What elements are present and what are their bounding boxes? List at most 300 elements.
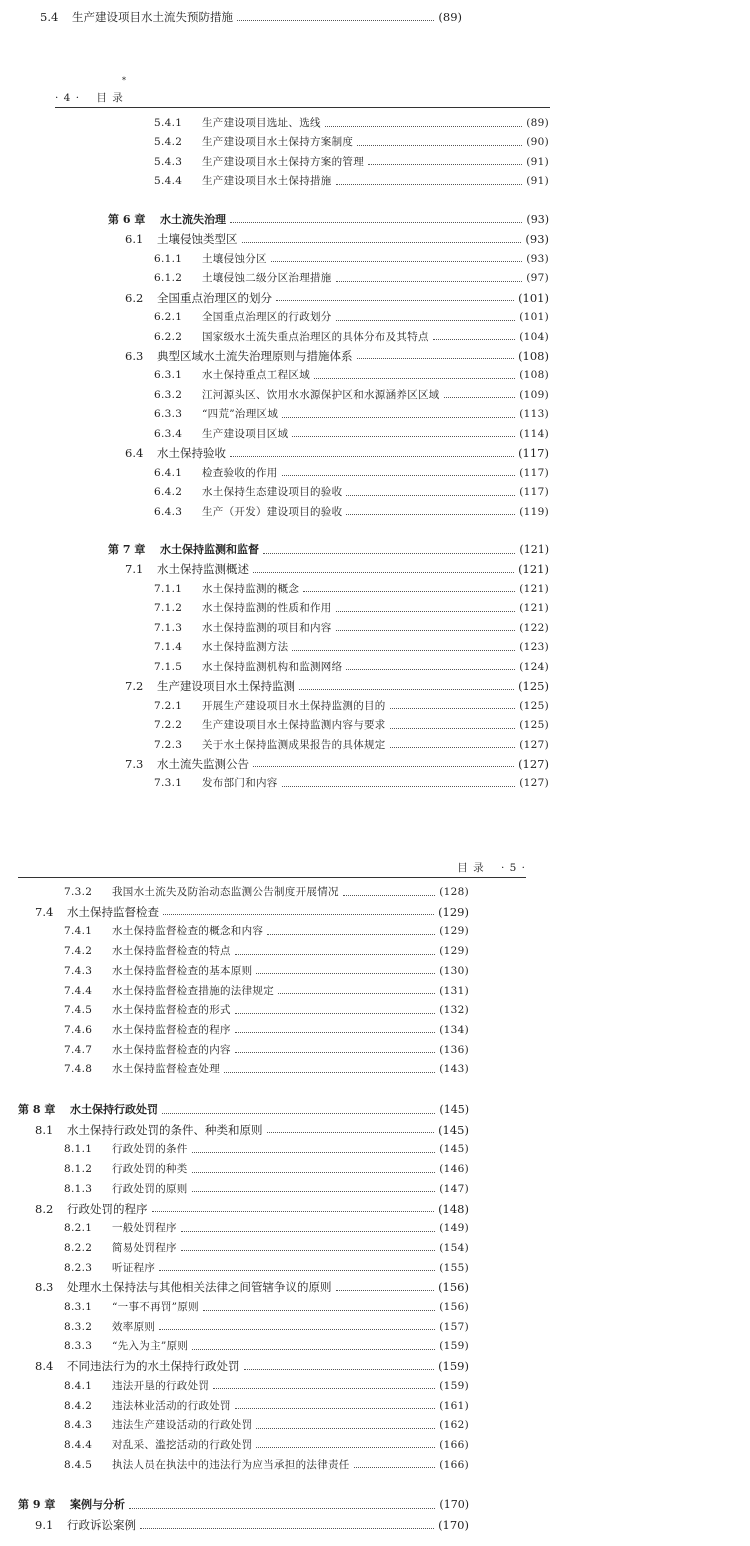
toc-entry — [64, 1261, 469, 1275]
entry-page: (159) — [439, 1340, 469, 1353]
entry-page: (147) — [439, 1182, 469, 1195]
entry-number: 7.1.5 — [154, 660, 183, 673]
dot-leader — [256, 1428, 435, 1429]
toc-entry — [18, 1498, 469, 1512]
entry-page: (93) — [526, 252, 549, 265]
entry-page: (145) — [438, 1122, 469, 1137]
dot-leader — [390, 728, 516, 729]
entry-page: (119) — [519, 505, 549, 518]
dot-leader — [346, 514, 515, 515]
entry-number: 8.2.1 — [64, 1222, 93, 1235]
entry-page: (154) — [439, 1241, 469, 1254]
entry-title: 水土保持重点工程区域 — [202, 369, 310, 382]
entry-title: 效率原则 — [112, 1320, 156, 1333]
toc-entry — [18, 1103, 469, 1117]
entry-page: (143) — [439, 1063, 469, 1076]
dot-leader — [230, 456, 514, 457]
entry-title: 水土保持监督检查处理 — [112, 1063, 220, 1076]
toc-entry — [154, 621, 549, 635]
dot-leader — [237, 20, 434, 21]
toc-entry — [154, 427, 549, 441]
entry-page: (170) — [438, 1518, 469, 1532]
entry-number: 5.4 — [40, 10, 59, 24]
entry-page: (122) — [519, 621, 549, 634]
entry-number: 6.2.2 — [154, 330, 183, 343]
dot-leader — [354, 1467, 436, 1468]
entry-page: (104) — [519, 330, 549, 343]
entry-number: 第 8 章 — [18, 1103, 56, 1116]
toc-entry — [64, 1241, 469, 1255]
entry-title: 行政处罚的种类 — [112, 1163, 188, 1176]
entry-title: 行政处罚的程序 — [67, 1201, 148, 1216]
entry-title: 听证程序 — [112, 1261, 156, 1274]
toc-entry — [125, 232, 549, 246]
entry-title: 发布部门和内容 — [202, 777, 278, 790]
entry-page: (166) — [439, 1438, 469, 1451]
entry-title: 生产建设项目水土保持措施 — [202, 175, 332, 188]
entry-page: (156) — [439, 1301, 469, 1313]
entry-page: (125) — [519, 699, 549, 712]
dot-leader — [181, 1231, 435, 1232]
dot-leader — [314, 378, 515, 379]
entry-title: 违法开垦的行政处罚 — [112, 1379, 210, 1392]
entry-number: 8.2.3 — [64, 1261, 93, 1274]
dot-leader — [192, 1152, 436, 1153]
entry-page: (131) — [439, 984, 469, 997]
entry-title: 行政诉讼案例 — [67, 1518, 136, 1532]
toc-entry — [154, 155, 549, 169]
entry-number: 7.1.4 — [154, 641, 183, 654]
entry-page: (121) — [519, 543, 549, 556]
entry-page: (89) — [438, 10, 462, 24]
page-5-header — [18, 860, 526, 878]
entry-title: 水土保持监督检查措施的法律规定 — [112, 984, 274, 997]
asterisk-mark: * — [122, 76, 126, 85]
entry-number: 8.3 — [35, 1280, 54, 1295]
entry-page: (127) — [518, 756, 549, 771]
dot-leader — [192, 1349, 435, 1350]
entry-page: (170) — [439, 1498, 469, 1512]
entry-title: 生产建设项目选址、选线 — [202, 117, 321, 129]
toc-entry — [154, 505, 549, 519]
entry-page: (125) — [519, 719, 549, 732]
entry-page: (159) — [438, 1359, 469, 1374]
entry-number: 7.4.1 — [64, 925, 93, 938]
entry-title: “四荒”治理区域 — [202, 408, 279, 421]
entry-page: (114) — [519, 427, 549, 440]
dot-leader — [235, 1032, 435, 1033]
entry-title: 水土保持监测概述 — [157, 562, 249, 577]
entry-title: 违法林业活动的行政处罚 — [112, 1399, 231, 1412]
entry-number: 5.4.1 — [154, 117, 183, 129]
entry-number: 6.2 — [125, 290, 144, 305]
entry-number: 7.4.2 — [64, 945, 93, 958]
entry-number: 7.4.5 — [64, 1004, 93, 1017]
toc-entry — [125, 446, 549, 460]
entry-number: 8.2.2 — [64, 1241, 93, 1254]
entry-number: 7.1.3 — [154, 621, 183, 634]
entry-title: 全国重点治理区的行政划分 — [202, 311, 332, 324]
toc-entry — [64, 984, 469, 998]
dot-leader — [444, 397, 516, 398]
entry-page: (145) — [439, 1103, 469, 1116]
entry-page: (123) — [519, 641, 549, 654]
toc-entry — [154, 640, 549, 654]
entry-number: 7.4.3 — [64, 964, 93, 977]
dot-leader — [336, 281, 523, 282]
dot-leader — [235, 1013, 435, 1014]
entry-page: (93) — [525, 232, 549, 247]
dot-leader — [256, 1447, 435, 1448]
entry-title: 检查验收的作用 — [202, 466, 278, 479]
entry-number: 5.4.2 — [154, 136, 183, 149]
toc-entry — [64, 1458, 469, 1472]
entry-number: 5.4.3 — [154, 155, 183, 168]
entry-page: (127) — [519, 738, 549, 751]
entry-title: 行政处罚的条件 — [112, 1143, 188, 1156]
entry-page: (124) — [519, 660, 549, 673]
toc-entry — [64, 1162, 469, 1176]
entry-title: 土壤侵蚀分区 — [202, 252, 267, 265]
entry-page: (129) — [438, 904, 469, 919]
dot-leader — [282, 475, 516, 476]
entry-page: (127) — [519, 777, 549, 790]
entry-page: (149) — [439, 1222, 469, 1235]
entry-page: (93) — [526, 212, 549, 226]
entry-number: 第 9 章 — [18, 1498, 56, 1512]
entry-title: 全国重点治理区的划分 — [157, 290, 272, 305]
dot-leader — [181, 1250, 435, 1251]
entry-number: 6.4.2 — [154, 486, 183, 499]
toc-entry — [64, 1300, 469, 1314]
entry-page: (91) — [526, 155, 549, 168]
entry-number: 5.4.4 — [154, 175, 183, 188]
entry-page: (156) — [438, 1280, 469, 1295]
entry-number: 8.1.2 — [64, 1163, 93, 1176]
toc-entry — [64, 1182, 469, 1196]
dot-leader — [129, 1508, 435, 1509]
entry-page: (91) — [526, 175, 549, 188]
entry-title: 水土保持验收 — [157, 446, 226, 461]
dot-leader — [152, 1211, 435, 1212]
entry-page: (157) — [439, 1320, 469, 1333]
entry-number: 7.4.6 — [64, 1023, 93, 1036]
entry-number: 6.3.1 — [154, 369, 183, 382]
dot-leader — [357, 145, 522, 146]
header-label: 目 录 — [96, 92, 124, 104]
toc-entry — [154, 660, 549, 674]
entry-page: (134) — [439, 1023, 469, 1036]
entry-page: (129) — [439, 925, 469, 938]
toc-entry — [154, 718, 549, 732]
entry-number: 6.3.2 — [154, 388, 183, 401]
entry-number: 6.3 — [125, 348, 144, 363]
toc-entry — [154, 388, 549, 402]
entry-title: 关于水土保持监测成果报告的具体规定 — [202, 738, 386, 751]
dot-leader — [163, 914, 434, 915]
entry-number: 7.3 — [125, 756, 144, 771]
entry-page: (101) — [519, 311, 549, 324]
entry-number: 6.4.1 — [154, 466, 183, 479]
toc-entry — [64, 1003, 469, 1017]
toc-entry — [108, 213, 549, 227]
entry-number: 7.4.7 — [64, 1043, 93, 1056]
toc-entry — [154, 271, 549, 285]
dot-leader — [235, 1052, 435, 1053]
entry-number: 6.1.2 — [154, 272, 183, 285]
entry-title: 一般处罚程序 — [112, 1222, 177, 1235]
dot-leader — [267, 934, 435, 935]
dot-leader — [235, 1408, 435, 1409]
entry-page: (148) — [438, 1201, 469, 1216]
entry-page: (108) — [518, 348, 549, 363]
dot-leader — [343, 895, 435, 896]
entry-number: 7.4.8 — [64, 1063, 93, 1076]
entry-page: (121) — [518, 562, 549, 577]
entry-title: 水土保持监测的概念 — [202, 582, 300, 595]
dot-leader — [213, 1388, 435, 1389]
toc-entry — [125, 349, 549, 363]
entry-number: 第 6 章 — [108, 212, 146, 226]
entry-title: 水土保持监督检查的内容 — [112, 1043, 231, 1056]
entry-title: 不同违法行为的水土保持行政处罚 — [67, 1359, 240, 1374]
entry-title: 生产建设项目水土保持监测 — [157, 679, 295, 694]
entry-number: 第 7 章 — [108, 543, 146, 556]
dot-leader — [433, 339, 515, 340]
dot-leader — [336, 611, 516, 612]
entry-number: 7.4.4 — [64, 984, 93, 997]
entry-number: 6.4 — [125, 446, 144, 461]
toc-entry — [125, 562, 549, 576]
entry-number: 6.2.1 — [154, 311, 183, 324]
entry-number: 8.4.2 — [64, 1399, 93, 1412]
toc-entry — [64, 1221, 469, 1235]
entry-page: (108) — [519, 369, 549, 382]
dot-leader — [325, 126, 522, 127]
toc-entry — [154, 135, 549, 149]
toc-entry — [64, 1142, 469, 1156]
entry-title: 水土保持监测的性质和作用 — [202, 602, 332, 615]
dot-leader — [346, 669, 515, 670]
entry-number: 8.4.5 — [64, 1458, 93, 1471]
dot-leader — [192, 1172, 436, 1173]
toc-entry — [64, 944, 469, 958]
toc-entry — [154, 252, 549, 266]
dot-leader — [159, 1329, 435, 1330]
toc-entry — [154, 776, 549, 790]
entry-page: (132) — [439, 1004, 469, 1017]
entry-number: 8.1 — [35, 1122, 54, 1137]
dot-leader — [235, 954, 435, 955]
dot-leader — [390, 747, 516, 748]
entry-title: 违法生产建设活动的行政处罚 — [112, 1419, 253, 1432]
entry-title: 水土保持监测和监督 — [160, 543, 259, 556]
dot-leader — [299, 689, 514, 690]
entry-number: 7.4 — [35, 904, 54, 919]
entry-page: (162) — [439, 1419, 469, 1432]
entry-page: (97) — [526, 272, 549, 285]
entry-title: 对乱采、滥挖活动的行政处罚 — [112, 1438, 253, 1451]
entry-number: 8.4.1 — [64, 1379, 93, 1392]
toc-entry — [154, 310, 549, 324]
entry-title: 水土保持行政处罚 — [70, 1103, 158, 1116]
toc-entry — [64, 924, 469, 938]
entry-title: 国家级水土流失重点治理区的具体分布及其特点 — [202, 330, 429, 343]
entry-number: 8.4 — [35, 1359, 54, 1374]
dot-leader — [336, 1290, 435, 1291]
entry-page: (130) — [439, 964, 469, 977]
entry-number: 7.2 — [125, 679, 144, 694]
toc-entry — [64, 1320, 469, 1334]
entry-title: 典型区域水土流失治理原则与措施体系 — [157, 348, 353, 363]
toc-entry — [64, 964, 469, 978]
dot-leader — [390, 708, 516, 709]
entry-number: 7.2.3 — [154, 738, 183, 751]
dot-leader — [203, 1310, 435, 1311]
entry-title: 土壤侵蚀二级分区治理措施 — [202, 272, 332, 285]
toc-entry — [64, 1438, 469, 1452]
dot-leader — [224, 1072, 435, 1073]
entry-page: (145) — [439, 1143, 469, 1156]
entry-page: (166) — [439, 1458, 469, 1471]
dot-leader — [267, 1132, 435, 1133]
dot-leader — [336, 630, 516, 631]
toc-entry — [154, 466, 549, 480]
page-number: · 4 · — [55, 92, 81, 104]
entry-page: (101) — [518, 290, 549, 305]
dot-leader — [271, 261, 522, 262]
entry-page: (129) — [439, 945, 469, 958]
entry-page: (109) — [519, 388, 549, 401]
dot-leader — [162, 1113, 435, 1114]
toc-entry — [154, 699, 549, 713]
entry-number: 8.2 — [35, 1201, 54, 1216]
toc-entry — [125, 291, 549, 305]
entry-page: (113) — [519, 408, 549, 421]
dot-leader — [256, 973, 435, 974]
entry-title: 我国水土流失及防治动态监测公告制度开展情况 — [112, 886, 339, 898]
toc-entry — [64, 1043, 469, 1057]
dot-leader — [292, 436, 515, 437]
page-4-header — [55, 90, 550, 108]
entry-page: (117) — [519, 466, 549, 479]
entry-number: 7.1.1 — [154, 582, 183, 595]
entry-title: 江河源头区、饮用水水源保护区和水源涵养区区域 — [202, 388, 440, 401]
entry-title: 生产建设项目水土流失预防措施 — [72, 10, 233, 24]
entry-number: 8.3.3 — [64, 1340, 93, 1353]
toc-entry — [64, 1023, 469, 1037]
entry-page: (89) — [526, 117, 549, 129]
entry-page: (90) — [526, 136, 549, 149]
toc-entry — [64, 1399, 469, 1413]
entry-page: (121) — [519, 602, 549, 615]
entry-title: 土壤侵蚀类型区 — [157, 232, 238, 247]
entry-title: “先入为主”原则 — [112, 1340, 189, 1353]
dot-leader — [336, 320, 516, 321]
toc-entry — [35, 1202, 469, 1216]
entry-number: 6.3.3 — [154, 408, 183, 421]
entry-title: 生产建设项目区域 — [202, 427, 289, 440]
entry-title: 水土保持监测方法 — [202, 641, 289, 654]
entry-title: 开展生产建设项目水土保持监测的目的 — [202, 699, 386, 712]
toc-entry — [154, 368, 549, 382]
dot-leader — [282, 786, 516, 787]
dot-leader — [242, 242, 522, 243]
entry-title: 生产建设项目水土保持监测内容与要求 — [202, 719, 386, 732]
dot-leader — [336, 184, 523, 185]
toc-entry — [35, 1518, 469, 1532]
entry-title: 案例与分析 — [70, 1498, 125, 1512]
toc-entry — [64, 1062, 469, 1076]
entry-title: 水土保持监督检查的基本原则 — [112, 964, 253, 977]
dot-leader — [253, 766, 514, 767]
entry-title: 水土保持监督检查 — [67, 904, 159, 919]
entry-title: 水土保持行政处罚的条件、种类和原则 — [67, 1122, 263, 1137]
entry-title: 水土保持监督检查的概念和内容 — [112, 925, 264, 938]
dot-leader — [253, 572, 514, 573]
header-label: 目 录 — [457, 862, 485, 874]
toc-entry — [35, 905, 469, 919]
entry-page: (117) — [519, 486, 549, 499]
entry-title: 执法人员在执法中的违法行为应当承担的法律责任 — [112, 1458, 350, 1471]
toc-entry — [154, 485, 549, 499]
toc-entry — [35, 1123, 469, 1137]
toc-entry — [64, 1379, 469, 1393]
entry-number: 8.3.2 — [64, 1320, 93, 1333]
entry-page: (121) — [519, 582, 549, 595]
entry-title: 水土流失治理 — [160, 212, 226, 226]
dot-leader — [303, 591, 515, 592]
dot-leader — [278, 993, 435, 994]
entry-number: 8.1.3 — [64, 1182, 93, 1195]
entry-number: 8.4.3 — [64, 1419, 93, 1432]
toc-entry — [125, 679, 549, 693]
entry-page: (155) — [439, 1261, 469, 1274]
entry-title: 水土保持监督检查的形式 — [112, 1004, 231, 1017]
dot-leader — [244, 1369, 435, 1370]
toc-entry — [154, 330, 549, 344]
toc-entry — [154, 174, 549, 188]
entry-title: 水土流失监测公告 — [157, 756, 249, 771]
entry-number: 8.4.4 — [64, 1438, 93, 1451]
entry-title: 生产建设项目水土保持方案的管理 — [202, 155, 364, 168]
toc-entry — [154, 601, 549, 615]
entry-page: (128) — [439, 886, 469, 898]
toc-entry — [64, 885, 469, 899]
entry-number: 8.1.1 — [64, 1143, 93, 1156]
toc-entry — [40, 10, 462, 24]
entry-page: (159) — [439, 1379, 469, 1392]
entry-title: 简易处罚程序 — [112, 1241, 177, 1254]
toc-entry — [35, 1280, 469, 1294]
entry-title: 生产建设项目水土保持方案制度 — [202, 136, 354, 149]
entry-number: 7.2.1 — [154, 699, 183, 712]
entry-number: 7.1 — [125, 562, 144, 577]
entry-title: 水土保持监测机构和监测网络 — [202, 660, 343, 673]
dot-leader — [140, 1528, 434, 1529]
dot-leader — [368, 164, 522, 165]
entry-title: 行政处罚的原则 — [112, 1182, 188, 1195]
entry-title: “一事不再罚”原则 — [112, 1301, 199, 1313]
entry-number: 8.3.1 — [64, 1301, 93, 1313]
toc-entry — [154, 407, 549, 421]
dot-leader — [346, 495, 515, 496]
dot-leader — [292, 650, 515, 651]
entry-number: 6.1.1 — [154, 252, 183, 265]
toc-entry — [35, 1359, 469, 1373]
toc-entry — [154, 582, 549, 596]
entry-number: 9.1 — [35, 1518, 54, 1532]
